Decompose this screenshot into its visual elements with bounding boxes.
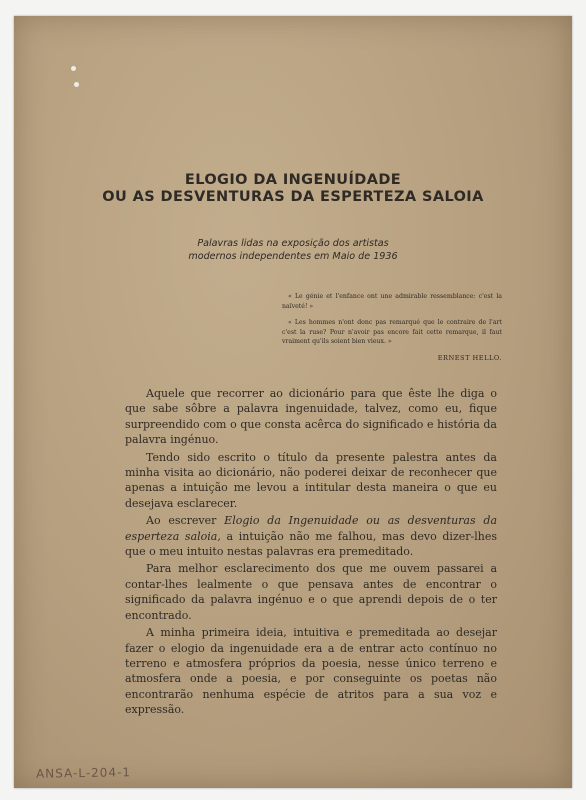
document-title [14, 172, 572, 206]
paragraph-3-after: a intuição não me falhou, mas devo dizer-lhes que o meu intuito nestas palavras era premeditado. [125, 529, 497, 559]
paragraph-3-before: Ao escrever [146, 514, 225, 528]
document-subtitle [14, 237, 572, 263]
epigraph-quote-2: « Les hommes n'ont donc pas remarqué que le contraire de l'art c'est la ruse? Pour n'avoir pas encore fait cette remarque, il faut vraiment qu'ils soient bien vieux. » [282, 319, 502, 345]
body-text [125, 386, 497, 720]
paragraph-2: Tendo sido escrito o título da presente palestra antes da minha visita ao dicionário, não poderei deixar de reconhecer que apenas a intuição me levou a intitular desta maneira o que eu desejava esclarecer. [125, 450, 497, 510]
paragraph-3-italic: Elogio da Ingenuidade ou as desventuras da esperteza saloia, [125, 514, 497, 543]
archive-mark: ANSA-L-204-1 [35, 765, 132, 781]
paper-hole [74, 82, 79, 87]
paragraph-4: Para melhor esclarecimento dos que me ouvem passarei a contar-lhes lealmente o que pensava antes de encontrar o significado da palavra ingénuo e o que aprendi depois de o ter encontrado. [125, 562, 497, 622]
paragraph-1: Aquele que recorrer ao dicionário para que êste lhe diga o que sabe sôbre a palavra ingenuidade, talvez, como eu, fique surpreendido com o que consta acêrca do significado e história da palavra ingénuo. [125, 387, 497, 447]
paragraph-5: A minha primeira ideia, intuitiva e premeditada ao desejar fazer o elogio da ingenuidade era a de entrar acto contínuo no terreno e atmosfera próprios da poesia, nesse único terreno e atmosfera onde a poesia, e por conseguinte os poetas não encontrarão nenhuma espécie de atritos para a sua voz e expressão. [125, 626, 497, 717]
paper-hole [71, 66, 76, 71]
title-line-1: ELOGIO DA INGENUÍDADE [184, 172, 402, 188]
epigraph-quote-1: « Le génie et l'enfance ont une admirable ressemblance: c'est la naïveté! » [282, 293, 502, 310]
subtitle-line-1: Palavras lidas na exposição dos artistas [197, 238, 389, 249]
epigraph-author: ERNEST HELLO. [437, 353, 502, 362]
paragraph-3 [125, 513, 497, 559]
subtitle-line-2: modernos independentes em Maio de 1936 [188, 251, 398, 262]
title-line-2: OU AS DESVENTURAS DA ESPERTEZA SALOIA [102, 189, 484, 205]
epigraph [282, 292, 502, 370]
document-page [14, 16, 572, 788]
